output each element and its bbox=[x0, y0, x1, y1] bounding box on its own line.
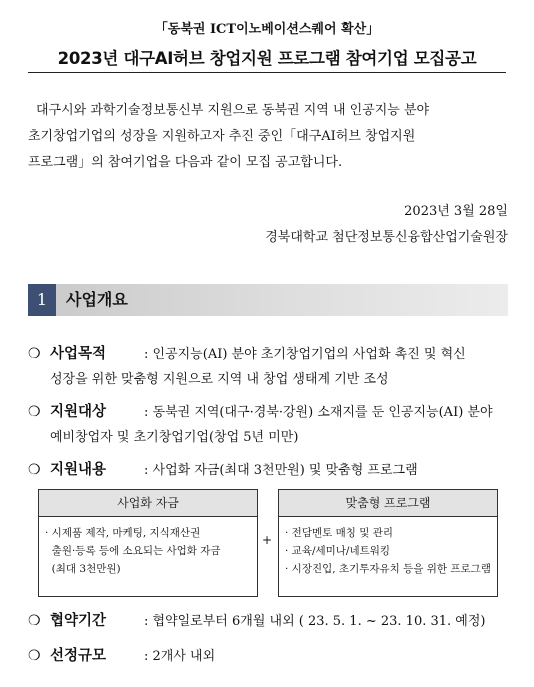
program-line: · 전담멘토 매칭 및 관리 bbox=[285, 527, 393, 539]
program-line: · 교육/세미나/네트워킹 bbox=[285, 545, 391, 557]
circle-bullet-icon: ❍ bbox=[28, 404, 41, 420]
funding-line: 출원·등록 등에 소요되는 사업화 자금 bbox=[45, 545, 221, 557]
title-underline bbox=[28, 72, 506, 73]
program-box-body bbox=[285, 524, 493, 578]
program-line: · 시장진입, 초기투자유치 등을 위한 프로그램 bbox=[285, 563, 491, 575]
item-purpose bbox=[28, 342, 512, 392]
item-label: 선정규모 bbox=[50, 648, 107, 664]
item-label: 지원대상 bbox=[50, 404, 107, 420]
circle-bullet-icon: ❍ bbox=[28, 648, 41, 664]
circle-bullet-icon: ❍ bbox=[28, 613, 41, 629]
item-label: 협약기간 bbox=[50, 613, 107, 629]
notice-subtitle: 「동북권 ICT이노베이션스퀘어 확산」 bbox=[154, 22, 380, 37]
intro-line: 프로그램」의 참여기업을 다음과 같이 모집 공고합니다. bbox=[28, 155, 343, 170]
item-text: : 협약일로부터 6개월 내외 ( 23. 5. 1. ~ 23. 10. 31. 예정) bbox=[144, 614, 486, 629]
program-box-heading: 맞춤형 프로그램 bbox=[279, 490, 497, 517]
funding-box bbox=[38, 489, 258, 597]
program-box bbox=[278, 489, 498, 597]
section-number: 1 bbox=[28, 284, 56, 316]
circle-bullet-icon: ❍ bbox=[28, 346, 41, 362]
intro-line: 대구시와 과학기술정보통신부 지원으로 동북권 지역 내 인공지능 분야 bbox=[36, 103, 430, 118]
item-text-continued: 성장을 위한 맞춤형 지원으로 지역 내 창업 생태계 기반 조성 bbox=[50, 372, 389, 387]
item-period bbox=[28, 609, 512, 634]
item-text: : 동북권 지역(대구·경북·강원) 소재지를 둔 인공지능(AI) 분야 bbox=[144, 405, 493, 420]
item-target bbox=[28, 400, 512, 450]
issuing-organization: 경북대학교 첨단정보통신융합산업기술원장 bbox=[265, 230, 508, 245]
item-scale bbox=[28, 644, 512, 669]
funding-line: · 시제품 제작, 마케팅, 지식재산권 bbox=[45, 527, 201, 539]
item-text: : 사업화 자금(최대 3천만원) 및 맞춤형 프로그램 bbox=[144, 463, 418, 478]
funding-box-body bbox=[45, 524, 253, 578]
item-label: 지원내용 bbox=[50, 462, 107, 478]
item-label: 사업목적 bbox=[50, 346, 107, 362]
item-text: : 2개사 내외 bbox=[144, 649, 216, 664]
funding-box-heading: 사업화 자금 bbox=[39, 490, 257, 517]
plus-sign: + bbox=[262, 533, 273, 547]
notice-date: 2023년 3월 28일 bbox=[404, 204, 508, 219]
funding-line: (최대 3천만원) bbox=[45, 563, 121, 575]
circle-bullet-icon: ❍ bbox=[28, 462, 41, 478]
intro-paragraph bbox=[28, 98, 508, 176]
intro-line: 초기창업기업의 성장을 지원하고자 추진 중인「대구AI허브 창업지원 bbox=[28, 129, 416, 144]
item-text: : 인공지능(AI) 분야 초기창업기업의 사업화 촉진 및 혁신 bbox=[144, 347, 466, 362]
item-content bbox=[28, 458, 512, 483]
item-text-continued: 예비창업자 및 초기창업기업(창업 5년 미만) bbox=[50, 430, 299, 445]
notice-title: 2023년 대구AI허브 창업지원 프로그램 참여기업 모집공고 bbox=[57, 49, 477, 68]
section-title: 사업개요 bbox=[66, 290, 128, 309]
section-header bbox=[28, 284, 508, 316]
